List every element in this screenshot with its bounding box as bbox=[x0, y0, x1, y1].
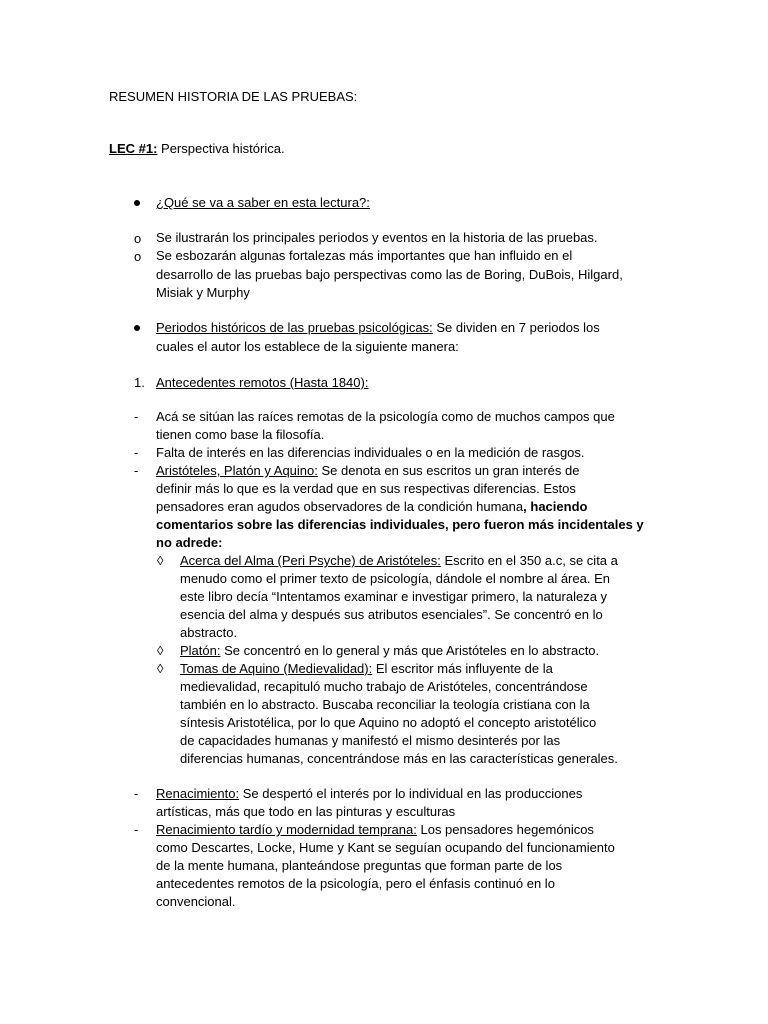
circle-bullet-icon: o bbox=[134, 231, 142, 246]
sub-item-1-line-1 bbox=[180, 552, 618, 570]
dash-item-2: Falta de interés en las diferencias individuales o en la medición de rasgos. bbox=[156, 445, 585, 460]
dash-item-3-line-2: definir más lo que es la verdad que en sus respectivas diferencias. Estos bbox=[156, 481, 576, 496]
late-renaissance-label: Renacimiento tardío y modernidad temprana: bbox=[156, 822, 417, 837]
dash-bullet-icon: - bbox=[134, 409, 139, 424]
dash-item-4-line-1 bbox=[156, 785, 582, 803]
sub-item-1-text: Escrito en el 350 a.c, se cita a bbox=[440, 553, 618, 568]
sub-item-3-line-6: diferencias humanas, concentrándose más en las características generales. bbox=[180, 751, 618, 766]
sub-item-3-line-4: síntesis Aristotélica, por lo que Aquino no adoptó el concepto aristotélico bbox=[180, 715, 597, 730]
dash-item-3-line-4: comentarios sobre las diferencias individuales, pero fueron más incidentales y bbox=[156, 517, 644, 532]
dash-item-3-line-1 bbox=[156, 462, 579, 480]
sub-item-3-line-3: también en lo abstracto. Buscaba reconciliar la teología cristiana con la bbox=[180, 697, 590, 712]
sub-item-3-line-5: de capacidades humanas y manifestó el mismo desinterés por las bbox=[180, 733, 561, 748]
dash-bullet-icon: - bbox=[134, 786, 139, 801]
dash-item-5-text: Los pensadores hegemónicos bbox=[416, 822, 594, 837]
periods-line-1 bbox=[156, 319, 600, 337]
dash-item-5-line-5: convencional. bbox=[156, 894, 236, 909]
bullet-icon bbox=[134, 200, 140, 206]
objective-item-2-line-3: Misiak y Murphy bbox=[156, 285, 250, 300]
circle-bullet-icon: o bbox=[134, 249, 142, 264]
diamond-bullet-icon: ◊ bbox=[157, 643, 164, 658]
question-heading: ¿Qué se va a saber en esta lectura?: bbox=[156, 195, 370, 210]
objective-item-1: Se ilustrarán los principales periodos y eventos en la historia de las pruebas. bbox=[156, 230, 598, 245]
list-number: 1. bbox=[134, 375, 145, 390]
diamond-bullet-icon: ◊ bbox=[157, 661, 164, 676]
periods-label: Periodos históricos de las pruebas psicológicas: bbox=[156, 320, 433, 335]
dash-item-3-line-3 bbox=[156, 498, 587, 516]
diamond-bullet-icon: ◊ bbox=[157, 553, 164, 568]
dash-item-5-line-3: de la mente humana, planteándose preguntas que forman parte de los bbox=[156, 858, 563, 873]
dash-item-3-text-a: pensadores eran agudos observadores de la condición humana bbox=[156, 499, 524, 514]
period-1-heading: Antecedentes remotos (Hasta 1840): bbox=[156, 375, 369, 390]
bullet-icon bbox=[134, 325, 140, 331]
sub-item-3-text: El escritor más influyente de la bbox=[372, 661, 553, 676]
dash-bullet-icon: - bbox=[134, 822, 139, 837]
sub-item-3-label: Tomas de Aquino (Medievalidad): bbox=[180, 661, 373, 676]
dash-item-1-line-1: Acá se sitúan las raíces remotas de la psicología como de muchos campos que bbox=[156, 409, 615, 424]
periods-text: Se dividen en 7 periodos los bbox=[432, 320, 600, 335]
philosophers-label: Aristóteles, Platón y Aquino: bbox=[156, 463, 318, 478]
lecture-label: LEC #1: bbox=[109, 141, 158, 156]
dash-item-1-line-2: tienen como base la filosofía. bbox=[156, 427, 325, 442]
sub-item-1-line-5: abstracto. bbox=[180, 625, 238, 640]
objective-item-2-line-1: Se esbozarán algunas fortalezas más importantes que han influido en el bbox=[156, 248, 573, 263]
dash-bullet-icon: - bbox=[134, 463, 139, 478]
sub-item-2-text: Se concentró en lo general y más que Aristóteles en lo abstracto. bbox=[220, 643, 600, 658]
sub-item-1-line-3: este libro decía “Intentamos examinar e investigar primero, la naturaleza y bbox=[180, 589, 608, 604]
lecture-heading bbox=[109, 140, 285, 158]
sub-item-3-line-2: medievalidad, recapituló mucho trabajo de Aristóteles, concentrándose bbox=[180, 679, 588, 694]
dash-item-5-line-4: antecedentes remotos de la psicología, pero el énfasis continuó en lo bbox=[156, 876, 555, 891]
lecture-topic: Perspectiva histórica. bbox=[157, 141, 285, 156]
dash-item-5-line-1 bbox=[156, 821, 594, 839]
dash-item-3-line-5: no adrede: bbox=[156, 535, 223, 550]
objective-item-2-line-2: desarrollo de las pruebas bajo perspectivas como las de Boring, DuBois, Hilgard, bbox=[156, 267, 623, 282]
sub-item-1-label: Acerca del Alma (Peri Psyche) de Aristóteles: bbox=[180, 553, 441, 568]
dash-item-5-line-2: como Descartes, Locke, Hume y Kant se seguían ocupando del funcionamiento bbox=[156, 840, 615, 855]
sub-item-2 bbox=[180, 642, 599, 660]
sub-item-2-label: Platón: bbox=[180, 643, 221, 658]
sub-item-1-line-2: menudo como el primer texto de psicología, dándole el nombre al área. En bbox=[180, 571, 610, 586]
document-title: RESUMEN HISTORIA DE LAS PRUEBAS: bbox=[109, 89, 358, 104]
dash-item-3-text: Se denota en sus escritos un gran interés de bbox=[317, 463, 580, 478]
dash-item-3-bold-a: , haciendo bbox=[523, 499, 588, 514]
sub-item-3-line-1 bbox=[180, 660, 553, 678]
dash-bullet-icon: - bbox=[134, 445, 139, 460]
renaissance-label: Renacimiento: bbox=[156, 786, 240, 801]
dash-item-4-line-2: artísticas, más que todo en las pinturas y esculturas bbox=[156, 804, 456, 819]
sub-item-1-line-4: esencia del alma y después sus atributos esenciales”. Se concentró en lo bbox=[180, 607, 603, 622]
periods-line-2: cuales el autor los establece de la siguiente manera: bbox=[156, 339, 459, 354]
dash-item-4-text: Se despertó el interés por lo individual en las producciones bbox=[239, 786, 583, 801]
